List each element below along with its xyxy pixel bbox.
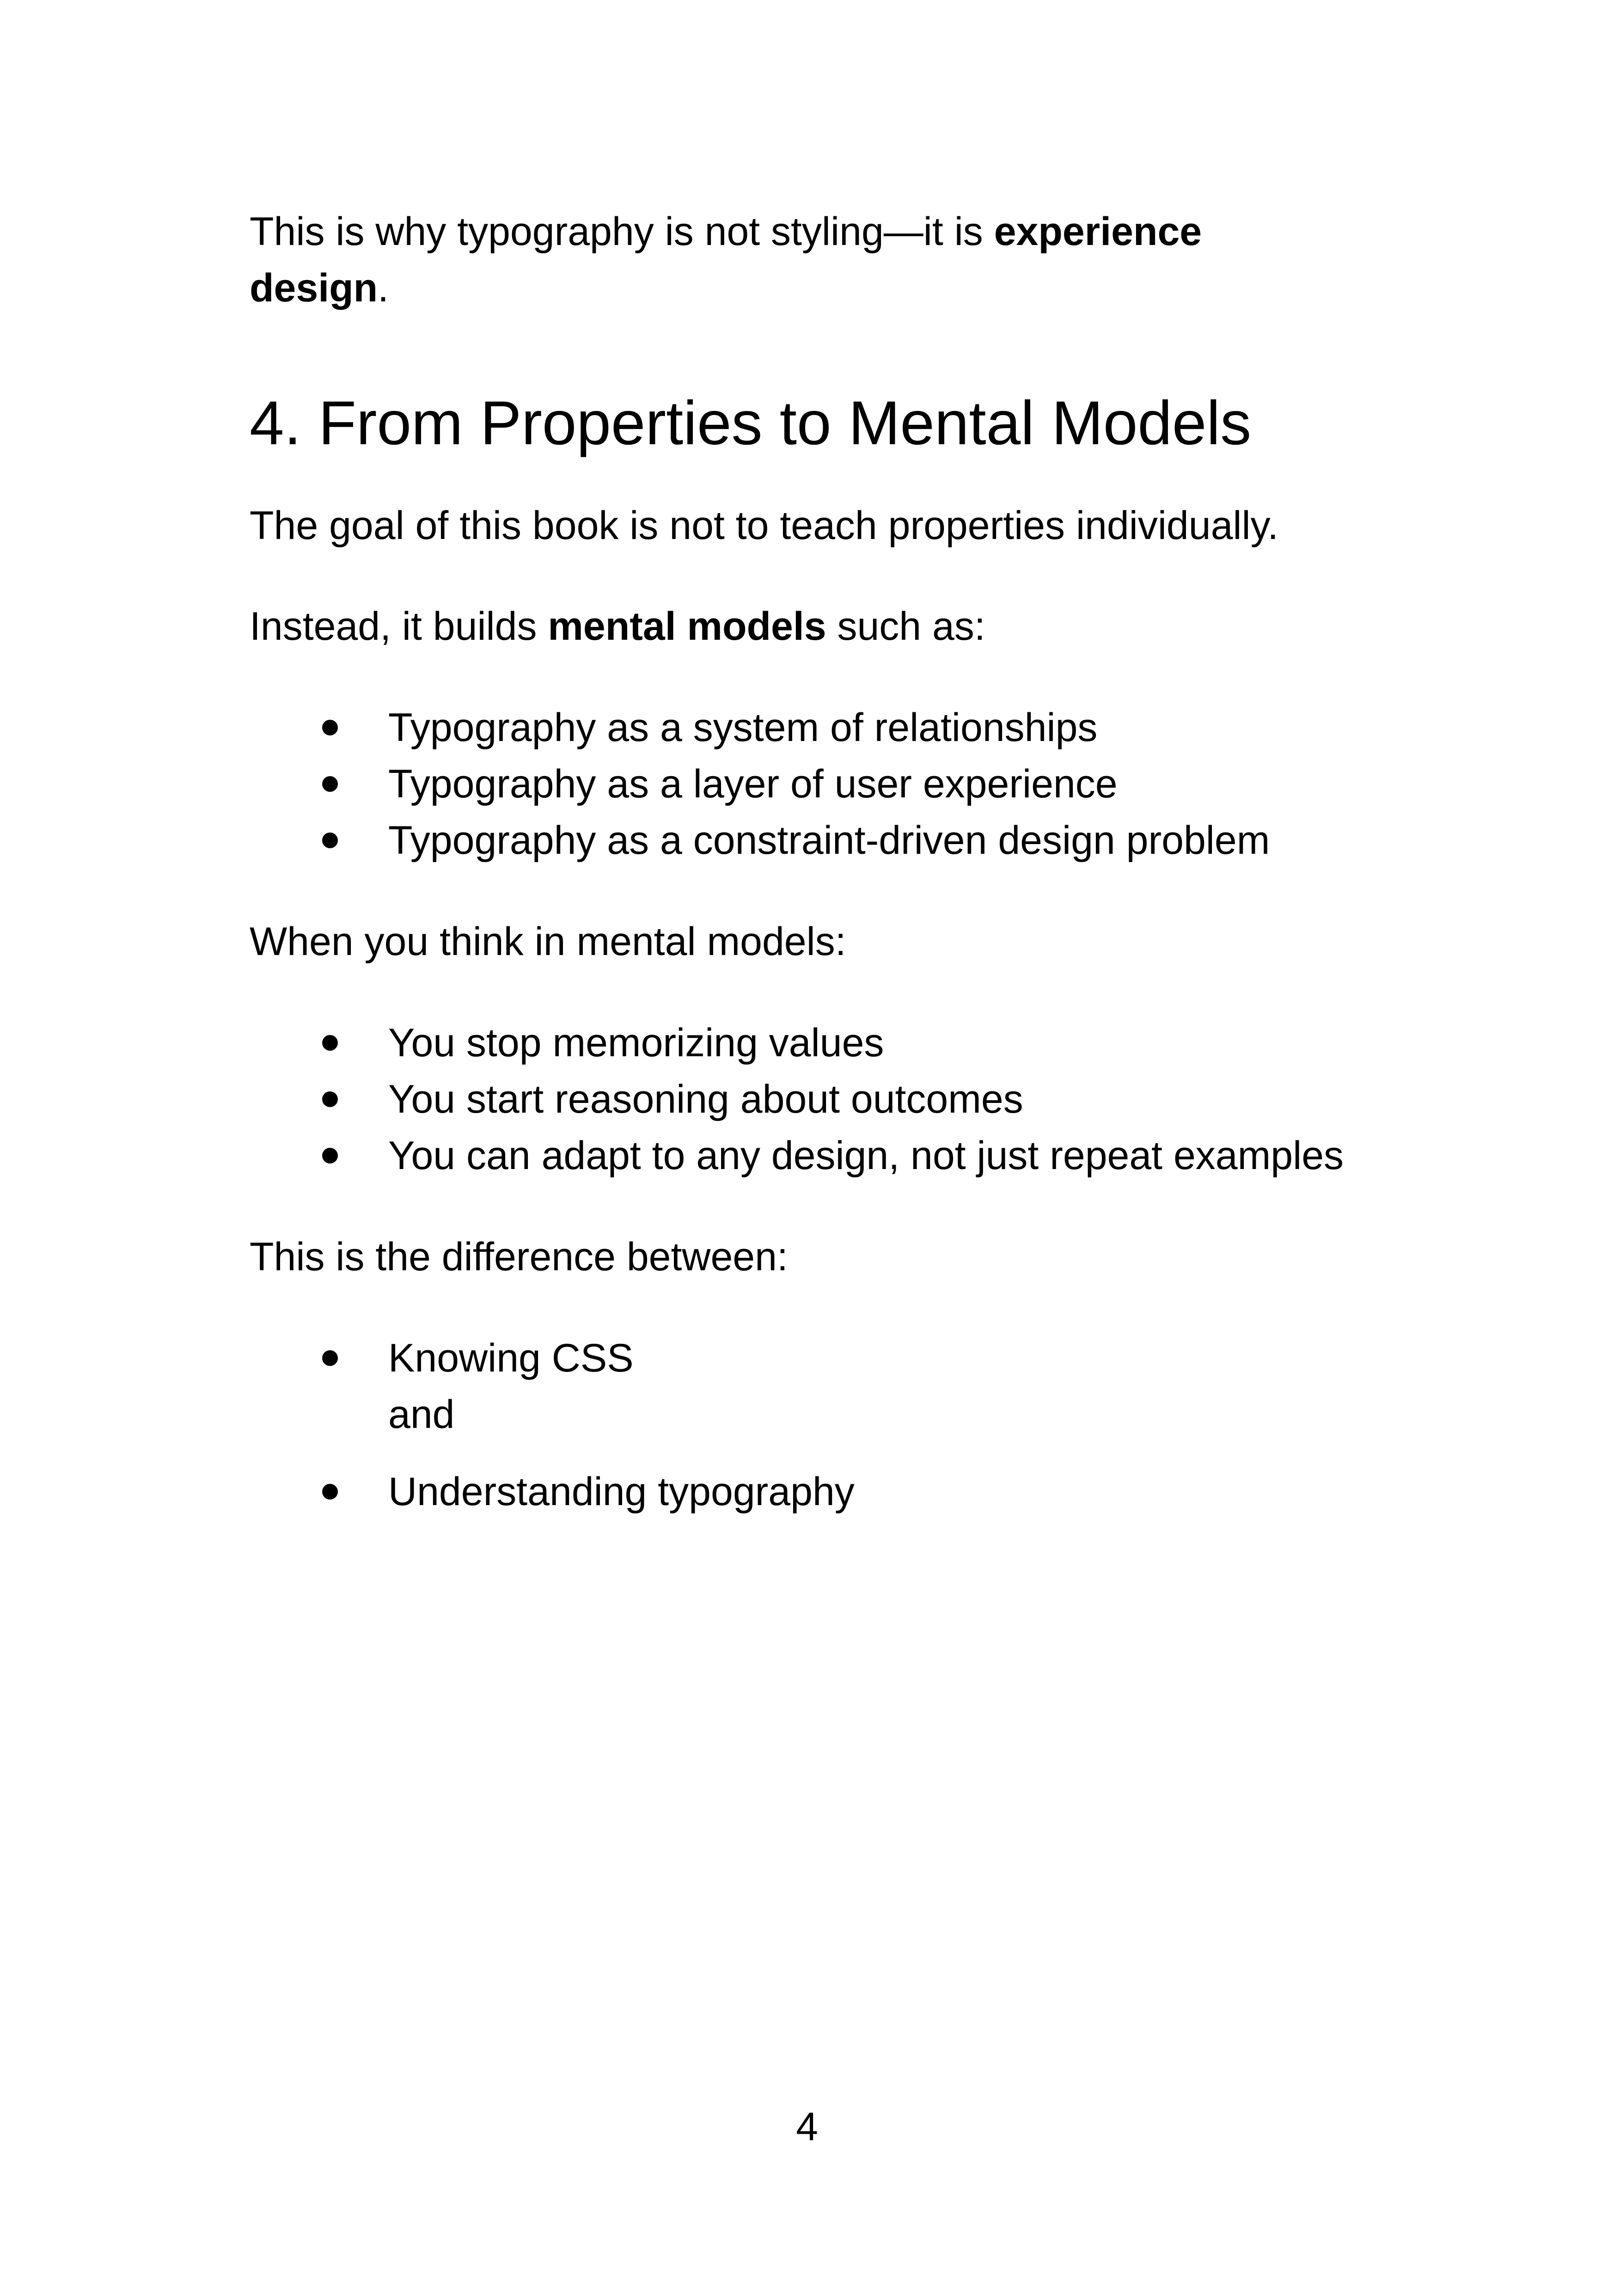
bullet-icon [322,720,338,735]
mental-models-list [250,699,1405,869]
instead-paragraph [250,598,1405,655]
intro-bold-design: design [250,266,378,310]
list-item: Understanding typography [250,1463,1405,1520]
difference-item-line2: and [388,1392,455,1437]
bullet-icon [322,1035,338,1051]
list-item: You stop memorizing values [250,1015,1405,1071]
instead-text-after: such as: [826,604,985,649]
bullet-icon [322,1484,338,1500]
instead-text-before: Instead, it builds [250,604,548,649]
section-heading: 4. From Properties to Mental Models [250,389,1252,458]
bullet-icon [322,1350,338,1366]
list-item: Typography as a system of relationships [250,699,1405,756]
intro-paragraph-line2 [250,260,1405,316]
bullet-icon [322,1091,338,1107]
intro-period: . [378,266,389,310]
difference-item-line1: Knowing CSS [388,1336,634,1380]
instead-bold-mental-models: mental models [548,604,826,649]
goal-paragraph: The goal of this book is not to teach properties individually. [250,503,1279,548]
difference-paragraph: This is the difference between: [250,1235,788,1279]
intro-bold-experience: experience [994,209,1202,254]
list-item: You can adapt to any design, not just repeat examples [250,1127,1405,1184]
list-item [250,1330,1405,1443]
list-item: Typography as a constraint-driven design problem [250,812,1405,869]
outcomes-list [250,1015,1405,1184]
list-item: You start reasoning about outcomes [250,1071,1405,1127]
page-content [250,203,1405,1520]
page-number: 4 [796,2105,818,2149]
list-item: Typography as a layer of user experience [250,756,1405,812]
bullet-icon [322,776,338,792]
when-paragraph: When you think in mental models: [250,919,846,964]
difference-list [250,1330,1405,1520]
intro-text: This is why typography is not styling—it is [250,209,994,254]
intro-paragraph [250,203,1405,260]
bullet-icon [322,1148,338,1163]
bullet-icon [322,833,338,848]
